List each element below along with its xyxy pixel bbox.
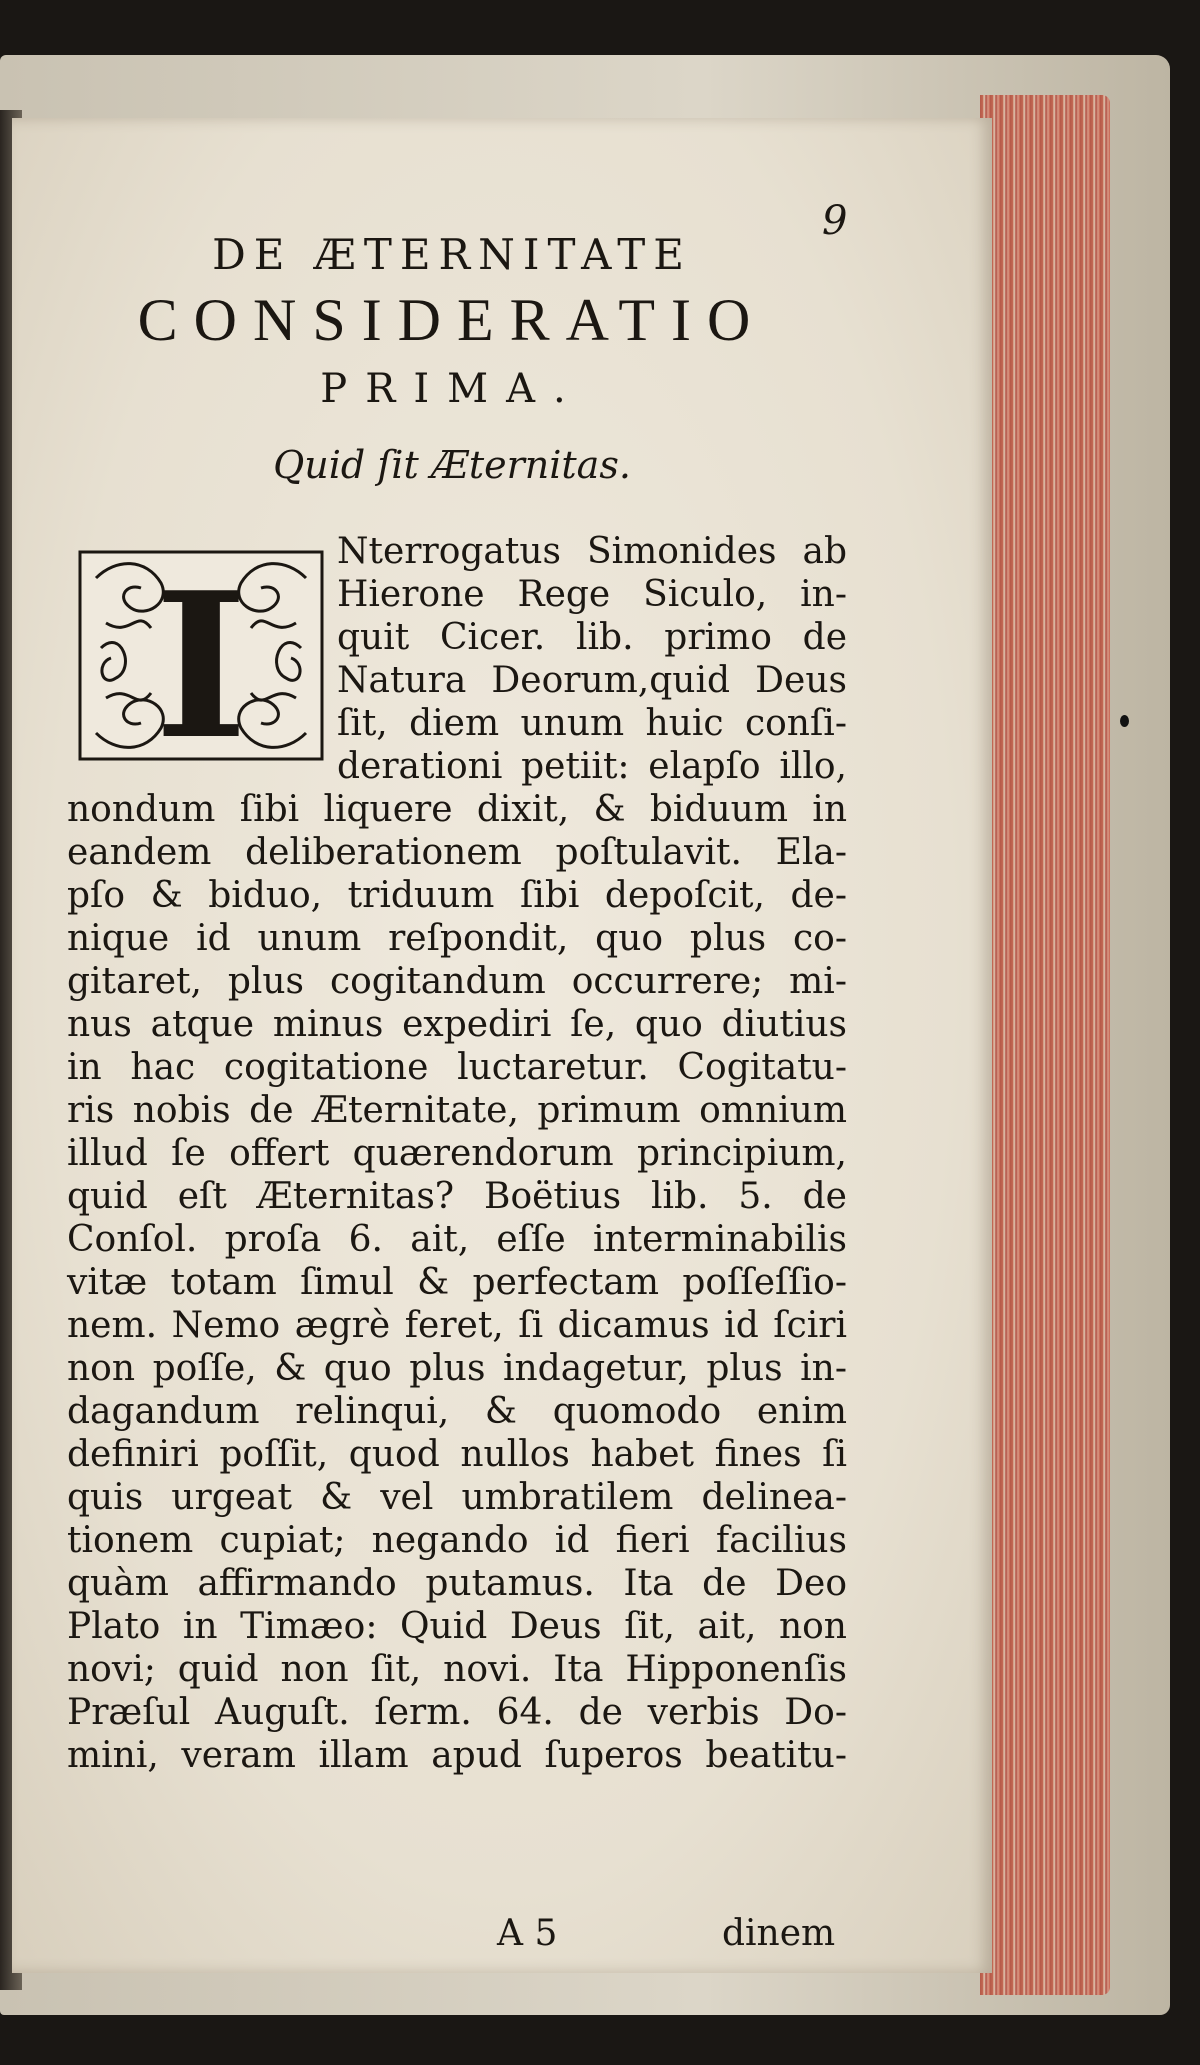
text-line: illud ſe offert quærendorum principium, — [67, 1133, 847, 1174]
text-line: quàm affirmando putamus. Ita de Deo — [67, 1563, 847, 1604]
dropcap-letter: I — [154, 549, 248, 763]
text-line: nem. Nemo ægrè feret, ſi dicamus id ſciri — [67, 1305, 847, 1346]
book-page — [12, 118, 992, 1973]
text-line: eandem deliberationem poſtulavit. Ela- — [67, 832, 847, 873]
catchword: dinem — [722, 1913, 836, 1954]
text-line: tionem cupiat; negando id fieri facilius — [67, 1520, 847, 1561]
section-subtitle: Quid ſit Æternitas. — [273, 443, 631, 487]
text-line: derationi petiit: elapſo illo, — [337, 746, 847, 787]
text-line: definiri poſſit, quod nullos habet fines ſi — [67, 1434, 847, 1475]
text-line: nus atque minus expediri ſe, quo diutius — [67, 1004, 847, 1045]
text-line: Plato in Timæo: Quid Deus ſit, ait, non — [67, 1606, 847, 1647]
signature-mark: A 5 — [497, 1913, 558, 1954]
text-line: novi; quid non ſit, novi. Ita Hipponenſis — [67, 1649, 847, 1690]
text-line: Nterrogatus Simonides ab — [337, 531, 847, 572]
title-line-3: PRIMA. — [320, 366, 584, 412]
text-line: in hac cogitatione luctaretur. Cogitatu- — [67, 1047, 847, 1088]
page-fore-edge — [980, 95, 1110, 1995]
text-line: ſit, diem unum huic conſi- — [337, 703, 847, 744]
text-line: vitæ totam ſimul & perfectam poſſeſſio- — [67, 1262, 847, 1303]
text-line: Conſol. proſa 6. ait, eſſe interminabilis — [67, 1219, 847, 1260]
text-line: Hierone Rege Siculo, in- — [337, 574, 847, 615]
title-line-1: DE ÆTERNITATE — [212, 230, 692, 279]
text-line: nique id unum reſpondit, quo plus co- — [67, 918, 847, 959]
text-line: Natura Deorum,quid Deus — [337, 660, 847, 701]
text-line: mini, veram illam apud ſuperos beatitu- — [67, 1735, 847, 1776]
text-line: dagandum relinqui, & quomodo enim — [67, 1391, 847, 1432]
text-line: quit Cicer. lib. primo de — [337, 617, 847, 658]
text-line: quis urgeat & vel umbratilem delinea- — [67, 1477, 847, 1518]
decorated-initial-icon — [76, 548, 326, 763]
text-line: nondum ſibi liquere dixit, & biduum in — [67, 789, 847, 830]
text-line: ris nobis de Æternitate, primum omnium — [67, 1090, 847, 1131]
text-line: pſo & biduo, triduum ſibi depoſcit, de- — [67, 875, 847, 916]
page-number: 9 — [822, 198, 848, 244]
ink-mark — [1120, 715, 1129, 727]
text-line: gitaret, plus cogitandum occurrere; mi- — [67, 961, 847, 1002]
text-line: non poſſe, & quo plus indagetur, plus in- — [67, 1348, 847, 1389]
text-line: quid eſt Æternitas? Boëtius lib. 5. de — [67, 1176, 847, 1217]
text-line: Præſul Auguſt. ſerm. 64. de verbis Do- — [67, 1692, 847, 1733]
title-line-2: CONSIDERATIO — [137, 287, 767, 353]
